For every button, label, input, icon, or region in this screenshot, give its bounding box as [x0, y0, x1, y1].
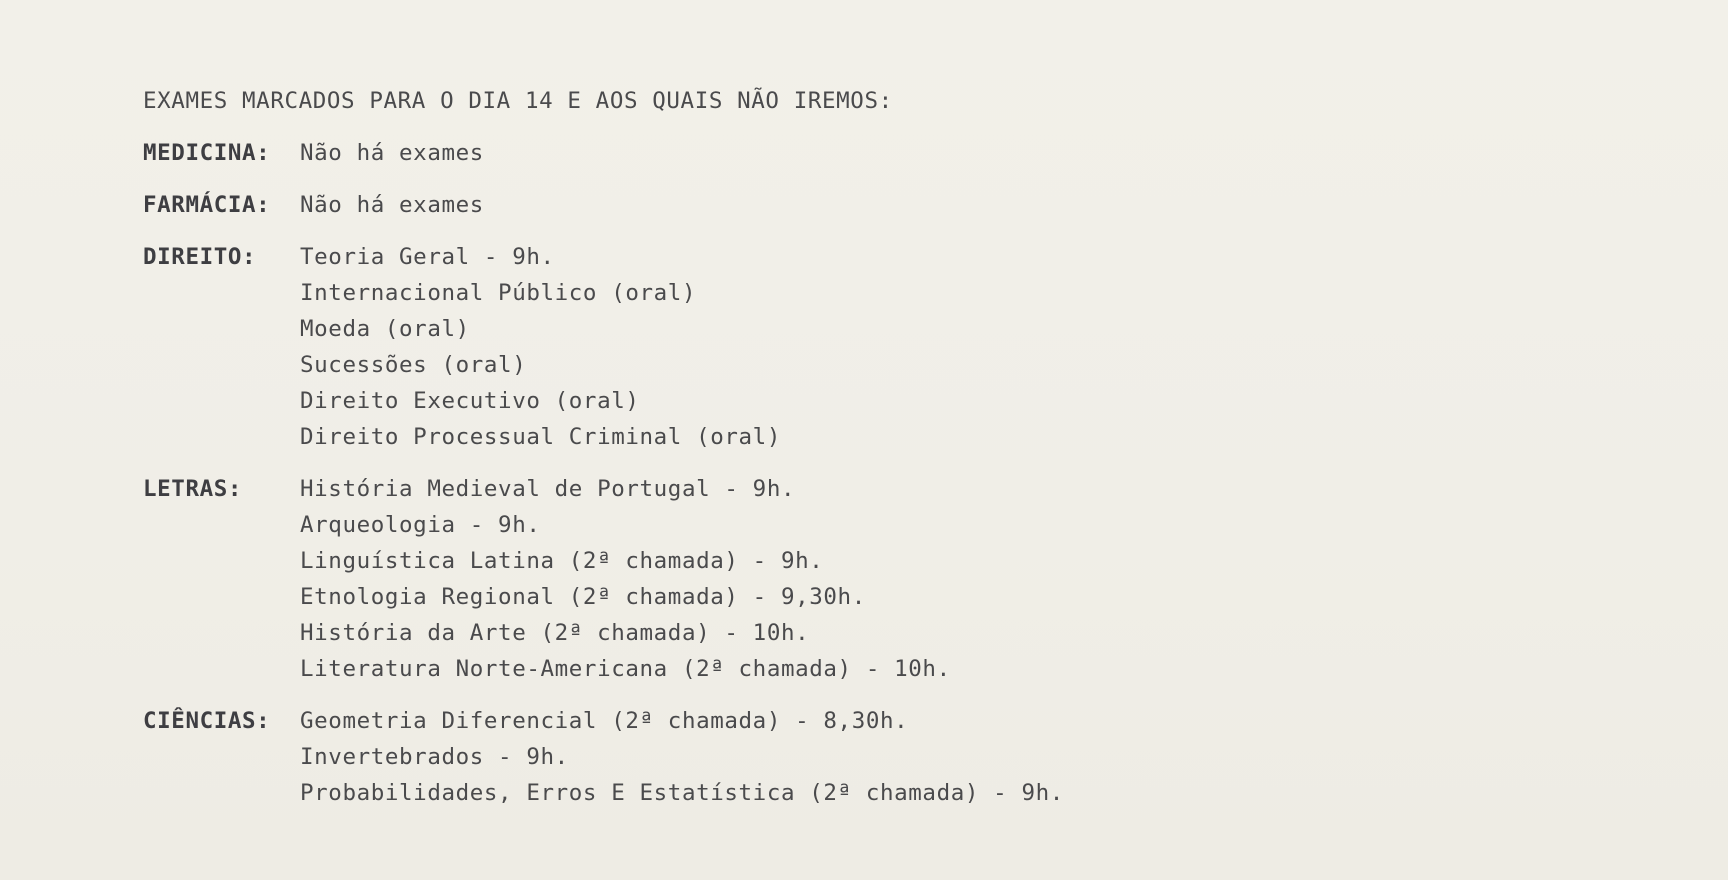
document-heading: EXAMES MARCADOS PARA O DIA 14 E AOS QUAIS NÃO IREMOS:	[143, 88, 893, 114]
section-medicina	[143, 135, 1643, 171]
section-ciencias	[143, 703, 1643, 811]
exam-item: História da Arte (2ª chamada) - 10h.	[300, 620, 810, 646]
section-items	[300, 135, 1643, 171]
exam-item: Direito Executivo (oral)	[300, 388, 640, 414]
section-label: DIREITO:	[143, 244, 257, 270]
exam-item: Sucessões (oral)	[300, 352, 527, 378]
section-letras	[143, 471, 1643, 687]
exam-item: História Medieval de Portugal - 9h.	[300, 476, 796, 502]
exam-item: Arqueologia - 9h.	[300, 512, 541, 538]
exam-item: Direito Processual Criminal (oral)	[300, 424, 781, 450]
exam-item: Literatura Norte-Americana (2ª chamada) - 10h.	[300, 656, 951, 682]
typed-document	[143, 83, 1643, 811]
exam-item: Moeda (oral)	[300, 316, 470, 342]
exam-item: Probabilidades, Erros E Estatística (2ª chamada) - 9h.	[300, 780, 1064, 806]
exam-item: Geometria Diferencial (2ª chamada) - 8,30h.	[300, 708, 909, 734]
section-items	[300, 239, 1643, 455]
section-items	[300, 187, 1643, 223]
section-direito	[143, 239, 1643, 455]
section-farmacia	[143, 187, 1643, 223]
section-label: FARMÁCIA:	[143, 192, 271, 218]
section-label: CIÊNCIAS:	[143, 708, 271, 734]
exam-item: Não há exames	[300, 140, 484, 166]
exam-item: Não há exames	[300, 192, 484, 218]
exam-item: Invertebrados - 9h.	[300, 744, 569, 770]
exam-item: Linguística Latina (2ª chamada) - 9h.	[300, 548, 824, 574]
exam-item: Internacional Público (oral)	[300, 280, 697, 306]
section-items	[300, 471, 1643, 687]
section-items	[300, 703, 1643, 811]
section-label: LETRAS:	[143, 476, 243, 502]
exam-item: Etnologia Regional (2ª chamada) - 9,30h.	[300, 584, 866, 610]
exam-item: Teoria Geral - 9h.	[300, 244, 555, 270]
section-label: MEDICINA:	[143, 140, 271, 166]
